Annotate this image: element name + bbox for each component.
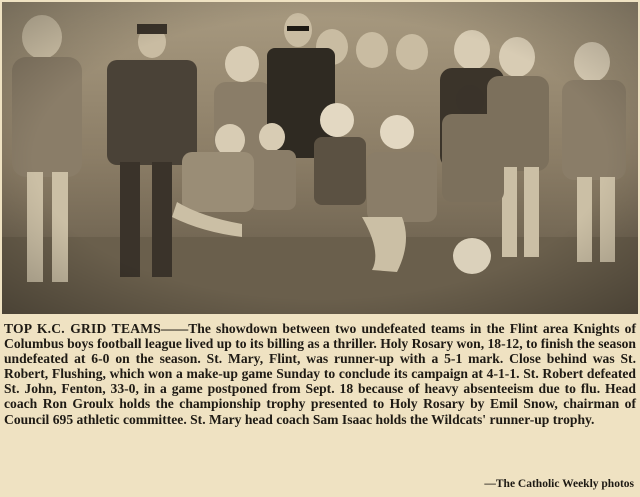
caption-dash: ——: [161, 321, 189, 336]
photo-credit: —The Catholic Weekly photos: [484, 478, 634, 490]
caption-body: The showdown between two undefeated teams in the Flint area Knights of Columbus boys football league lived up to its billing as a thriller. Holy Rosary won, 18-12, to finish the season undefeated at 6-0 on the season. St. Mary, Flint, was runner-up with a 5-1 mark. Close behind was St. Robert, Flushing, which won a make-up game Sunday to conclude its campaign at 4-1-1. St. Robert defeated St. John, Fenton, 33-0, in a game postponed from Sept. 18 because of heavy absenteeism due to flu. Head coach Ron Groulx holds the championship trophy presented to Holy Rosary by Emil Snow, chairman of Council 695 athletic committee. St. Mary head coach Sam Isaac holds the Wildcats' runner-up trophy.: [4, 321, 636, 427]
photo-caption: [4, 321, 636, 427]
team-photo: [2, 2, 638, 314]
caption-headline: TOP K.C. GRID TEAMS: [4, 321, 162, 336]
